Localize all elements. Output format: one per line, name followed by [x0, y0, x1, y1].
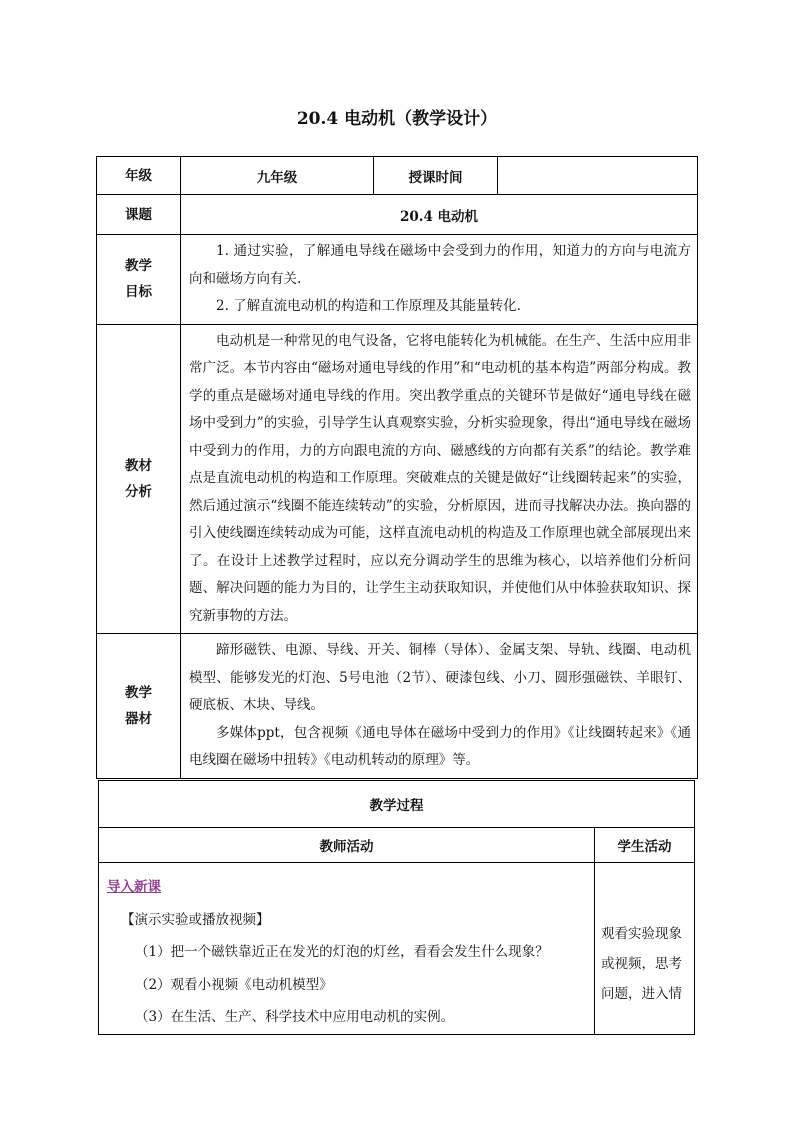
topic-value: 20.4 电动机: [181, 195, 698, 235]
objectives-label-line1: 教学: [125, 258, 152, 275]
grade-value: 九年级: [181, 157, 374, 195]
topic-label: 课题: [97, 195, 181, 235]
teacher-activity-header: 教师活动: [99, 828, 595, 863]
objective-item: 1. 通过实验，了解通电导线在磁场中会受到力的作用，知道力的方向与电流方向和磁场方向有关.: [189, 243, 691, 287]
grade-label: 年级: [97, 157, 181, 195]
objectives-label: [97, 235, 181, 325]
teacher-activity-cell: [99, 863, 595, 1035]
materials-label-line1: 教学: [125, 684, 152, 701]
time-value: [498, 157, 698, 195]
process-heading: 教学过程: [99, 781, 695, 828]
student-activity-cell: [595, 863, 695, 1035]
materials-label-line2: 器材: [125, 710, 152, 727]
analysis-text: 电动机是一种常见的电气设备，它将电能转化为机械能。在生产、生活中应用非常广泛。本节内容由“磁场对通电导线的作用”和“电动机的基本构造”两部分构成。教学的重点是磁场对通电导线的作用。突出教学重点的关键环节是做好“通电导线在磁场中受到力”的实验，引导学生认真观察实验，分析实验现象，得出“通电导线在磁场中受到力的作用，力的方向跟电流的方向、磁感线的方向都有关系”的结论。教学难点是直流电动机的构造和工作原理。突破难点的关键是做好“让线圈转起来”的实验，然后通过演示“线圈不能连续转动”的实验，分析原因，进而寻找解决办法。换向器的引入使线圈连续转动成为可能，这样直流电动机的构造及工作原理也就全部展现出来了。在设计上述教学过程时，应以充分调动学生的思维为核心，以培养他们分析问题、解决问题的能力为目的，让学生主动获取知识，并使他们从中体验获取知识、探究新事物的方法。: [189, 332, 691, 624]
objective-item: 2. 了解直流电动机的构造和工作原理及其能量转化.: [216, 298, 521, 314]
analysis-label-line2: 分析: [125, 483, 152, 500]
teaching-process-table: [98, 780, 695, 1035]
student-activity-header: 学生活动: [595, 828, 695, 863]
materials-equipment: 蹄形磁铁、电源、导线、开关、铜棒（导体）、金属支架、导轨、线圈、电动机模型、能够发光的灯泡、5号电池（2节）、硬漆包线、小刀、圆形强磁铁、羊眼钉、硬底板、木块、导线。: [189, 642, 691, 713]
teacher-line: （2）观看小视频《电动机模型》: [135, 976, 333, 993]
time-label: 授课时间: [374, 157, 498, 195]
intro-section-link[interactable]: 导入新课: [107, 879, 161, 895]
analysis-label-line1: 教材: [125, 457, 152, 474]
analysis-content: [181, 324, 698, 634]
teacher-line: （1）把一个磁铁靠近正在发光的灯泡的灯丝，看看会发生什么现象？: [135, 944, 549, 960]
objectives-label-line2: 目标: [125, 284, 152, 301]
student-line: 问题，进入情: [601, 986, 682, 1002]
page-title: 20.4 电动机（教学设计）: [296, 109, 498, 129]
teacher-line: （3）在生活、生产、科学技术中应用电动机的实例。: [135, 1009, 455, 1025]
teacher-line: 【演示实验或播放视频】: [121, 911, 270, 928]
student-line: 或视频，思考: [601, 956, 682, 972]
materials-label: [97, 634, 181, 779]
materials-media: 多媒体ppt，包含视频《通电导体在磁场中受到力的作用》《让线圈转起来》《通电线圈在磁场中扭转》《电动机转动的原理》等。: [189, 724, 691, 768]
analysis-label: [97, 324, 181, 634]
lesson-info-table: [96, 156, 698, 779]
student-line: 观看实验现象: [601, 926, 682, 942]
objectives-content: [181, 235, 698, 325]
materials-content: [181, 634, 698, 779]
